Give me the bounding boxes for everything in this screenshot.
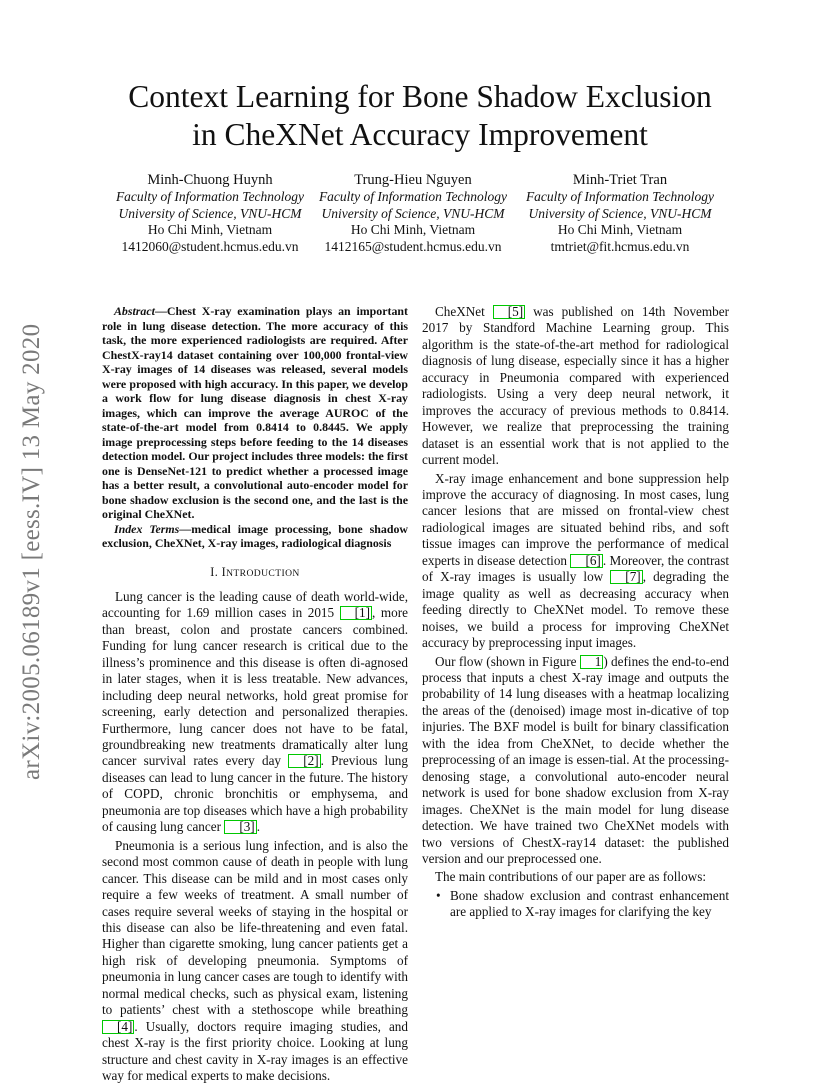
- abstract: [102, 304, 408, 522]
- author-name: Trung-Hieu Nguyen: [354, 172, 472, 188]
- author-university: University of Science, VNU-HCM: [528, 205, 712, 221]
- section-title-cap: I: [221, 564, 227, 579]
- author-1: [100, 172, 320, 255]
- paragraph: [102, 838, 408, 1085]
- text-run: was published on 14th November 2017 by Standford Machine Learning group. This algorithm is the state-of-the-art method for radiological diagnosis of lung disease, especially since it has a higher accuracy in Pneumonia compared with experienced radiologists. Using a very deep neural network, it improves the accuracy of previous methods to 0.8414. However, we realize that preprocessing the training dataset is an essential work that is not applied to the current model.: [422, 304, 729, 468]
- citation-link[interactable]: [5]: [493, 305, 525, 319]
- author-city: Ho Chi Minh, Vietnam: [147, 222, 273, 237]
- author-city: Ho Chi Minh, Vietnam: [350, 222, 476, 237]
- paragraph: [422, 471, 729, 652]
- citation-link[interactable]: [3]: [224, 820, 256, 834]
- index-terms-text: —medical image processing, bone shadow exclusion, CheXNet, X-ray images, radiological diagnosis: [102, 521, 408, 550]
- text-run: CheXNet: [435, 304, 493, 319]
- citation-link[interactable]: [4]: [102, 1020, 134, 1034]
- author-email: 1412165@student.hcmus.edu.vn: [324, 238, 502, 254]
- citation-link[interactable]: [2]: [288, 754, 320, 768]
- author-university: University of Science, VNU-HCM: [321, 205, 505, 221]
- text-run: Our flow (shown in Figure: [435, 653, 580, 669]
- author-3: [510, 172, 730, 255]
- list-item-text: Bone shadow exclusion and contrast enhancement are applied to X-ray images for clarifying the key: [450, 887, 729, 920]
- text-run: .: [256, 819, 260, 835]
- right-column: [422, 304, 729, 921]
- text-run: . Previous lung diseases can lead to lung cancer in the future. The history of COPD, chronic bronchitis or emphysema, and pneumonia are top diseases which have a high probability of causing lung cancer: [102, 753, 408, 835]
- index-terms: [102, 522, 408, 551]
- author-name: Minh-Chuong Huynh: [147, 172, 273, 188]
- title-line-1: Context Learning for Bone Shadow Exclusion: [128, 79, 712, 114]
- author-faculty: Faculty of Information Technology: [115, 189, 305, 204]
- paper-title: [60, 78, 780, 154]
- author-name: Minh-Triet Tran: [572, 172, 668, 188]
- abstract-text: —Chest X-ray examination plays an important role in lung disease detection. The more accuracy of this task, the more experienced radiologists are required. After ChestX-ray14 dataset containing over 100,000 frontal-view X-ray images of 14 diseases was released, several models were proposed with high accuracy. In this paper, we develop a work flow for lung disease diagnosis in chest X-ray images, which can improve the average AUROC of the state-of-the-art model from 0.8414 to 0.8445. We apply image preprocessing steps before feeding to the 14 diseases detection model. Our project includes three models: the first one is DenseNet-121 to predict whether a processed image has a better result, a convolutional auto-encoder model for bone shadow exclusion is the second one, and the last is the original CheXNet.: [102, 304, 408, 521]
- author-faculty: Faculty of Information Technology: [525, 189, 715, 204]
- text-run: , degrading the image quality as well as decreasing accuracy when feeding directly to CheXNet model. To remove these noises, we build a process for improving CheXNet accuracy by preprocessing input images.: [422, 569, 730, 651]
- abstract-label: Abstract: [114, 304, 155, 318]
- citation-link[interactable]: [7]: [610, 570, 642, 584]
- contributions-list: [422, 888, 729, 921]
- author-city: Ho Chi Minh, Vietnam: [557, 222, 683, 237]
- bullet-mark: •: [436, 887, 441, 903]
- paragraph: [422, 304, 729, 469]
- index-terms-label: Index Terms: [114, 521, 180, 536]
- citation-link[interactable]: [6]: [570, 554, 602, 568]
- section-title-rest: NTRODUCTION: [226, 567, 300, 579]
- paragraph: The main contributions of our paper are as follows:: [435, 869, 707, 885]
- author-email: 1412060@student.hcmus.edu.vn: [121, 238, 299, 254]
- arxiv-identifier: arXiv:2005.06189v1 [eess.IV] 13 May 2020: [18, 323, 45, 780]
- list-item: [422, 888, 729, 921]
- title-line-2: in CheXNet Accuracy Improvement: [192, 117, 648, 152]
- text-run: ) defines the end-to-end process that inputs a chest X-ray image and outputs the probability of 14 lung diseases with a heatmap localizing the areas of the (denoised) image most in-dicative of top injuries. The BXF model is built for binary classification with the idea from CheXNet, to decide whether the preprocessing of an image is essen-tial. At the processing-denosing stage, a convolutional auto-encoder neural network is used for bone shadow exclusion from X-ray images. CheXNet is the main model for lung disease detection. We have trained two CheXNet models with two versions of ChestX-ray14 dataset: the published version and our preprocessed one.: [422, 653, 729, 866]
- text-run: . Moreover, the contrast of X-ray images is usually low: [422, 552, 729, 585]
- section-heading-introduction: [102, 564, 408, 582]
- text-run: Pneumonia is a serious lung infection, and is also the second most common cause of death in people with lung cancer. This disease can be mild and in most cases only require a few weeks of treatment. A small number of cases require several weeks of staying in the hospital or this disease can also be life-threatening and even fatal. Higher than cigarette smoking, lung cancer patients get a high risk of developing pneumonia. Symptoms of pneumonia in lung cancer cases are tough to identify with normal medical checks, such as physical exam, listening to patients’ chest with a stethoscope while breathing: [102, 837, 408, 1018]
- section-numeral: I.: [210, 564, 219, 579]
- citation-link[interactable]: [1]: [340, 606, 372, 620]
- text-run: X-ray image enhancement and bone suppression help improve the accuracy of diagnosing. In most cases, lung cancer lesions that are missed on frontal-view chest radiological images are situated behind ribs, and soft tissue images can improve the performance of medical experts in disease detection: [422, 470, 729, 568]
- paragraph: [102, 589, 408, 836]
- paragraph: [422, 654, 729, 868]
- author-university: University of Science, VNU-HCM: [118, 205, 302, 221]
- author-faculty: Faculty of Information Technology: [318, 189, 508, 204]
- text-run: . Usually, doctors require imaging studies, and chest X-ray is the first priority choice. Looking at lung structure and chest cavity in X-ray images is an effective way for medical experts to make decisions.: [102, 1018, 408, 1084]
- left-column: [102, 304, 408, 1087]
- author-2: [303, 172, 523, 255]
- text-run: , more than breast, colon and prostate cancers combined. Funding for lung cancer research is critical due to the illness’s prominence and this disease is often di-agnosed in later stages, when it is less treatable. New advances, including deep neural networks, hold great promise for screening, early detection and personalized therapies. Furthermore, lung cancer does not have to be fatal, groundbreaking new treatments dramatically alter lung cancer survival rates every day: [102, 605, 408, 769]
- figure-link[interactable]: 1: [580, 655, 604, 669]
- text-run: Lung cancer is the leading cause of death world-wide, accounting for 1.69 million cases in 2015: [102, 588, 408, 621]
- author-email: tmtriet@fit.hcmus.edu.vn: [550, 238, 690, 254]
